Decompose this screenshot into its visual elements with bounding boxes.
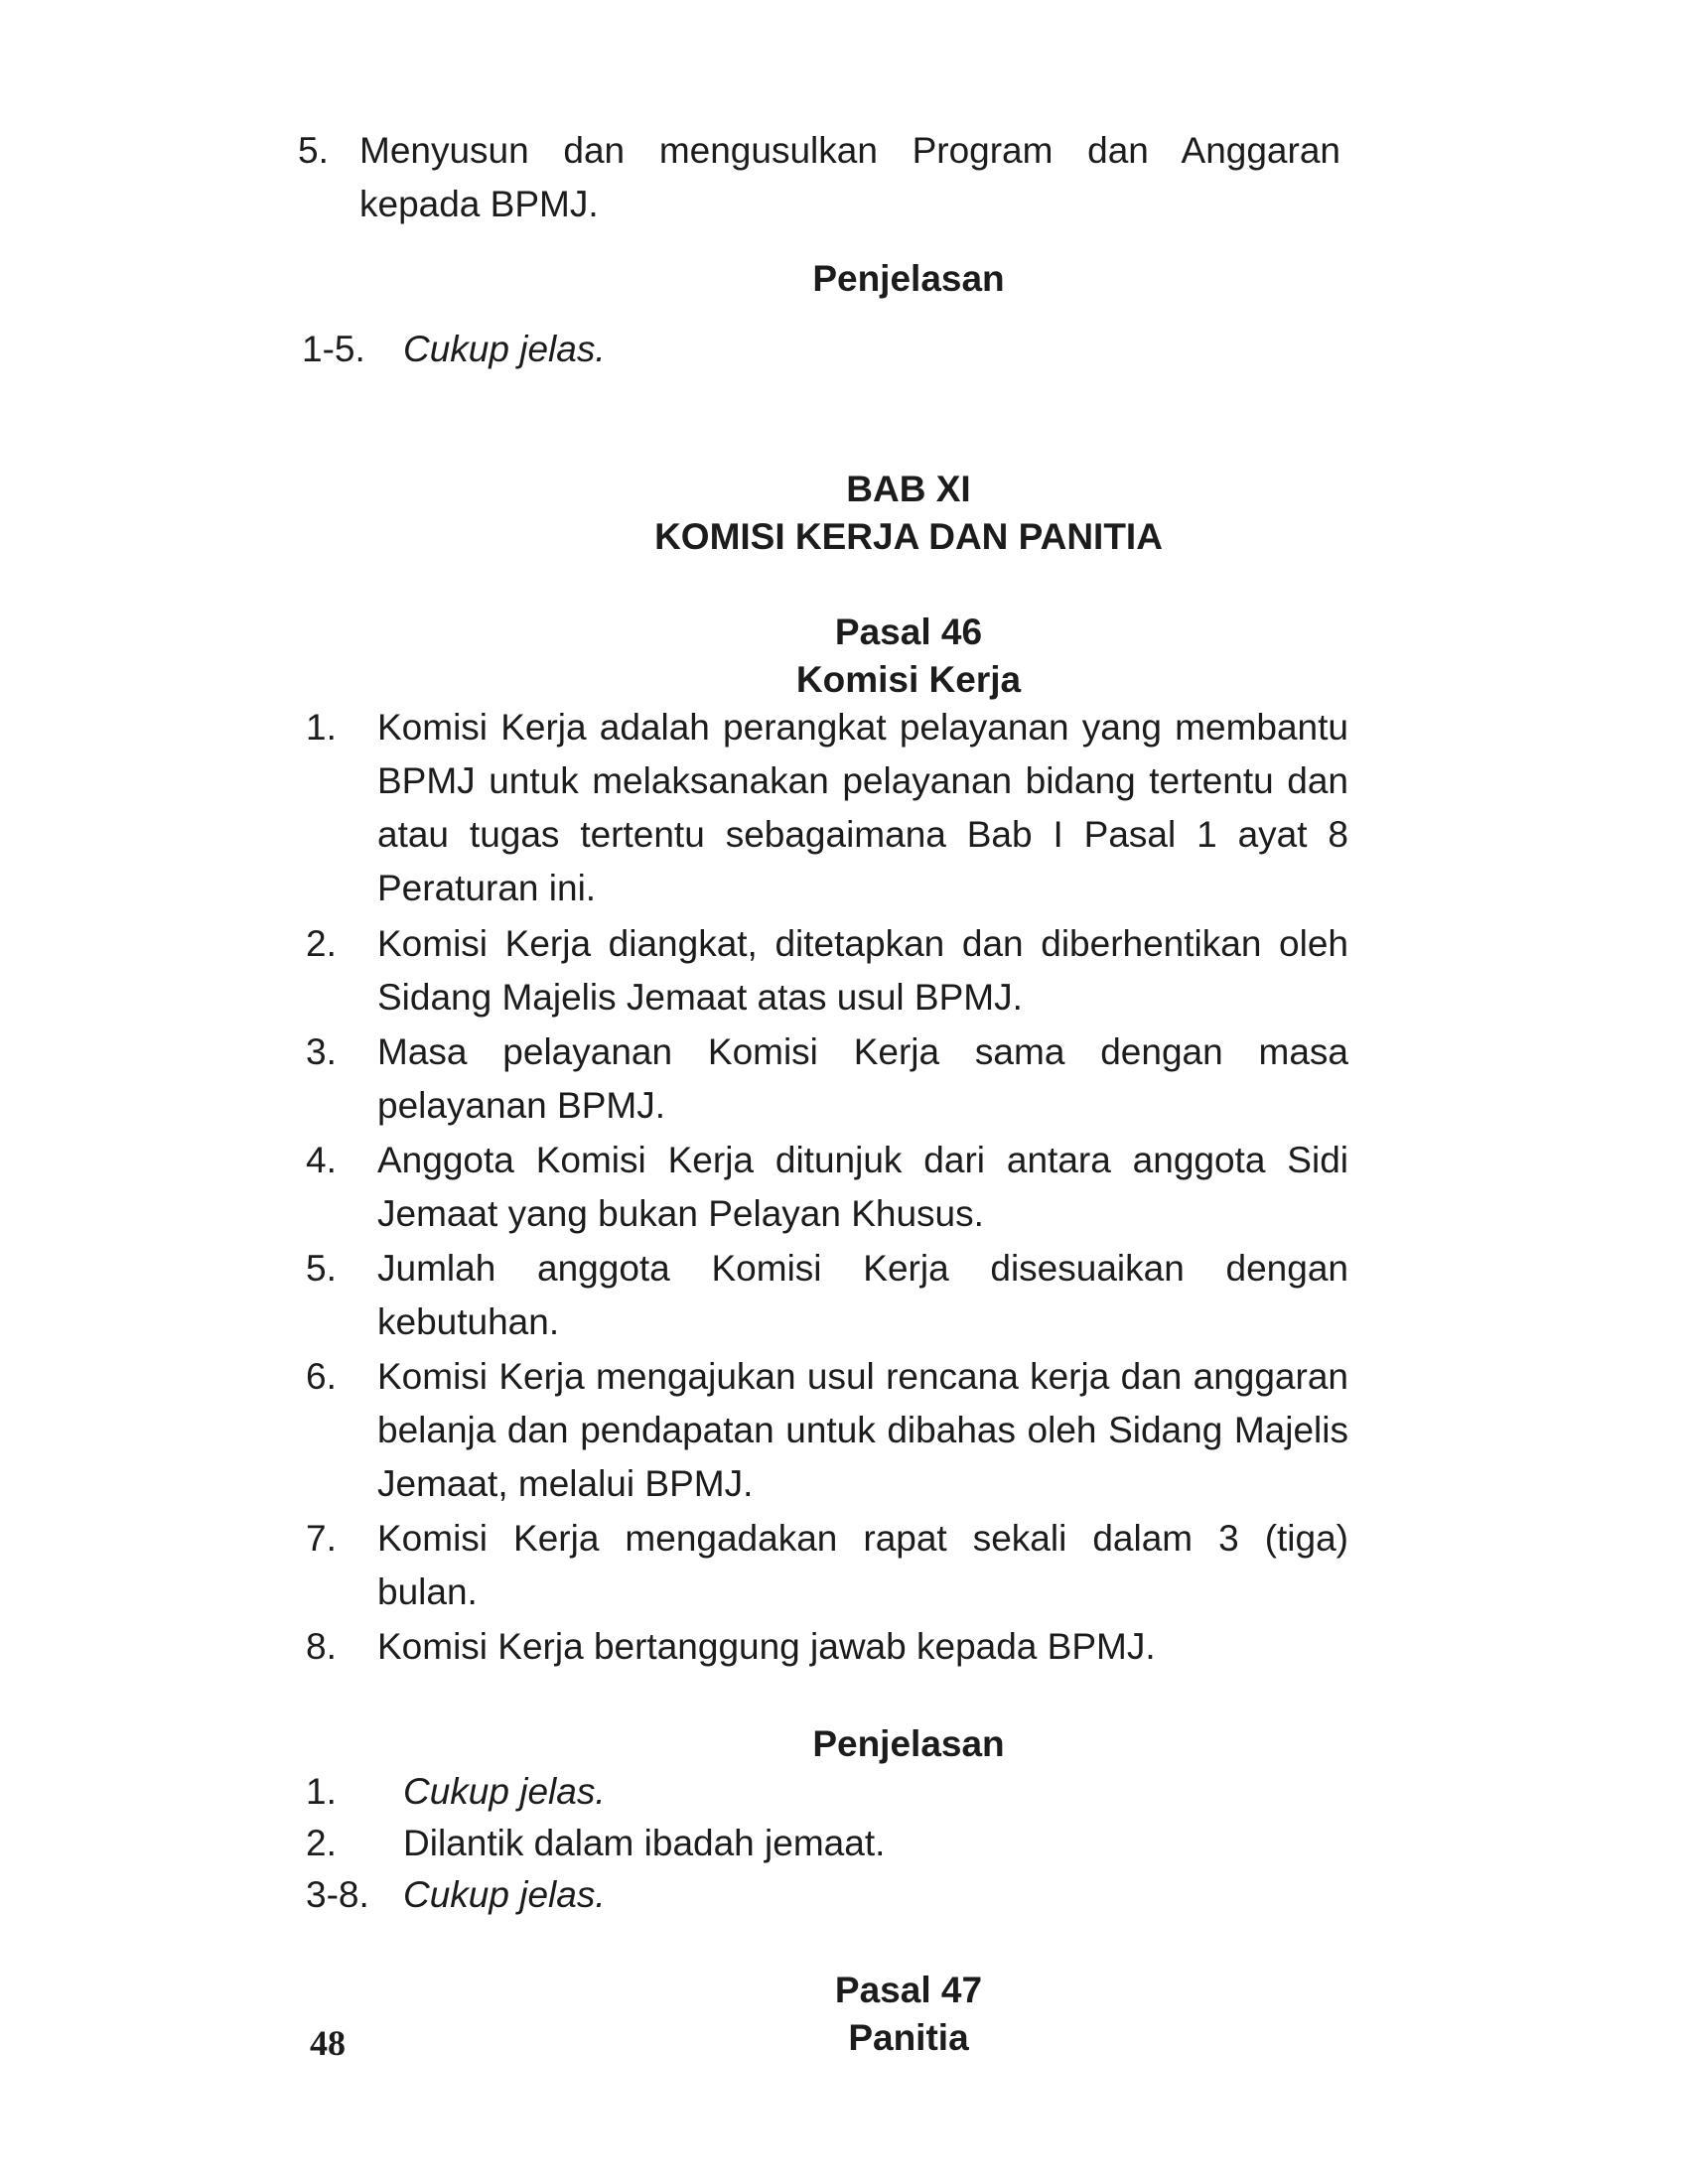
explanation-item-text: Cukup jelas.: [403, 1771, 606, 1812]
list-item-text: Komisi Kerja adalah perangkat pelayanan yang membantu BPMJ untuk melaksanakan pelayanan bidang tertentu dan atau tugas tertentu sebagaimana Bab I Pasal 1 ayat 8 Peraturan ini.: [377, 707, 1348, 908]
list-item-number: 4.: [306, 1140, 337, 1180]
explanation-item: [302, 323, 1344, 376]
list-item-number: 8.: [306, 1626, 337, 1667]
list-item-text: Komisi Kerja mengajukan usul rencana kerja dan anggaran belanja dan pendapatan untuk dibahas oleh Sidang Majelis Jemaat, melalui BPMJ.: [377, 1356, 1348, 1504]
list-item-text: Komisi Kerja bertanggung jawab kepada BPMJ.: [377, 1626, 1156, 1667]
explanation-item-number: 1-5.: [302, 329, 365, 369]
article-title: Komisi Kerja: [795, 659, 1022, 700]
list-item: [306, 917, 1348, 1024]
list-item-text: Komisi Kerja diangkat, ditetapkan dan diberhentikan oleh Sidang Majelis Jemaat atas usul BPMJ.: [377, 923, 1348, 1018]
explanation-heading: Penjelasan: [812, 258, 1005, 299]
list-item-text: Anggota Komisi Kerja ditunjuk dari antara anggota Sidi Jemaat yang bukan Pelayan Khusus.: [377, 1140, 1348, 1234]
explanation-item-number: 1.: [306, 1771, 337, 1812]
explanation-heading: Penjelasan: [812, 1723, 1005, 1764]
explanation-item: [306, 1765, 1348, 1819]
list-item-number: 3.: [306, 1031, 337, 1072]
explanation-item-text: Dilantik dalam ibadah jemaat.: [403, 1823, 886, 1863]
list-item-text: Jumlah anggota Komisi Kerja disesuaikan dengan kebutuhan.: [377, 1248, 1348, 1342]
list-item: [306, 1134, 1348, 1241]
explanation-item: [306, 1868, 1348, 1922]
list-item-text: Menyusun dan mengusulkan Program dan Anggaran kepada BPMJ.: [359, 130, 1340, 224]
list-item-number: 6.: [306, 1356, 337, 1397]
list-item: [298, 124, 1340, 231]
list-item: [306, 1512, 1348, 1619]
article-label: Pasal 46: [834, 612, 983, 652]
chapter-number: BAB XI: [846, 469, 971, 509]
list-item-text: Masa pelayanan Komisi Kerja sama dengan masa pelayanan BPMJ.: [377, 1031, 1348, 1126]
list-item: [306, 1242, 1348, 1349]
list-item: [306, 1025, 1348, 1133]
explanation-item-text: Cukup jelas.: [403, 1874, 606, 1915]
article-title: Panitia: [848, 2017, 969, 2058]
explanation-item: [306, 1817, 1348, 1870]
list-item-number: 7.: [306, 1518, 337, 1559]
explanation-item-number: 3-8.: [306, 1874, 369, 1915]
list-item: [306, 1350, 1348, 1511]
list-item-number: 5.: [306, 1248, 337, 1289]
list-item-number: 5.: [298, 130, 329, 171]
explanation-item-text: Cukup jelas.: [403, 329, 606, 369]
list-item: [306, 701, 1348, 915]
explanation-item-number: 2.: [306, 1823, 337, 1863]
chapter-title: KOMISI KERJA DAN PANITIA: [654, 516, 1163, 557]
list-item-text: Komisi Kerja mengadakan rapat sekali dalam 3 (tiga) bulan.: [377, 1518, 1348, 1612]
list-item-number: 1.: [306, 707, 337, 748]
list-item-number: 2.: [306, 923, 337, 964]
article-label: Pasal 47: [834, 1970, 983, 2010]
page-number: 48: [310, 2023, 346, 2063]
list-item: [306, 1620, 1348, 1674]
